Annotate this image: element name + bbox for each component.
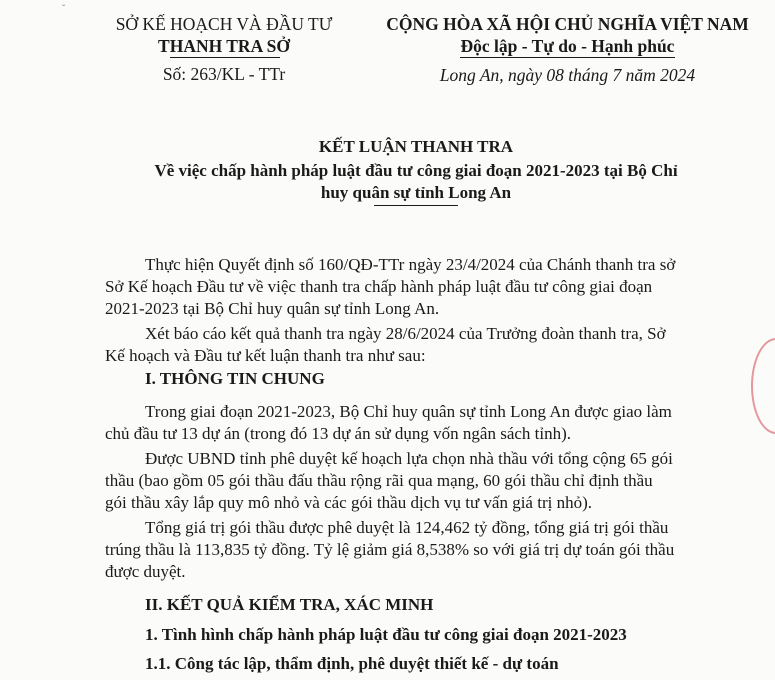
paragraph-line: Thực hiện Quyết định số 160/QĐ-TTr ngày 23/4/2024 của Chánh thanh tra sở (145, 255, 676, 274)
subsection-heading-design-estimate: 1.1. Công tác lập, thẩm định, phê duyệt thiết kế - dự toán (145, 654, 559, 673)
national-motto: Độc lập - Tự do - Hạnh phúc (460, 36, 675, 56)
motto-underline (460, 57, 675, 58)
section-heading-general-info: I. THÔNG TIN CHUNG (145, 369, 325, 388)
scan-mark: ˇ (62, 4, 66, 15)
subsection-heading-compliance: 1. Tình hình chấp hành pháp luật đầu tư công giai đoạn 2021-2023 (145, 625, 627, 644)
red-seal-edge (751, 338, 775, 434)
paragraph-line: được duyệt. (105, 562, 186, 581)
title-underline (374, 205, 458, 206)
paragraph-report (105, 323, 727, 367)
agency-underline (170, 57, 280, 58)
paragraph-line: Xét báo cáo kết quả thanh tra ngày 28/6/2024 của Trưởng đoàn thanh tra, Sở (145, 324, 666, 343)
paragraph-line: Tổng giá trị gói thầu được phê duyệt là 124,462 tỷ đồng, tổng giá trị gói thầu (145, 518, 669, 537)
paragraph-decision (105, 254, 727, 320)
document-subtitle-line-1: Về việc chấp hành pháp luật đầu tư công giai đoạn 2021-2023 tại Bộ Chỉ (154, 161, 678, 180)
paragraph-projects (105, 401, 727, 445)
paragraph-bidding-plan (105, 448, 727, 514)
paragraph-line: 2021-2023 tại Bộ Chỉ huy quân sự tỉnh Long An. (105, 299, 440, 318)
paragraph-line: gói thầu xây lắp quy mô nhỏ và các gói thầu dịch vụ tư vấn giá trị nhỏ). (105, 493, 592, 512)
paragraph-bid-values (105, 517, 727, 583)
document-subtitle-line-2: huy quân sự tỉnh Long An (320, 183, 512, 202)
paragraph-line: trúng thầu là 113,835 tỷ đồng. Tỷ lệ giảm giá 8,538% so với giá trị dự toán gói thầu (105, 540, 675, 559)
paragraph-line: thầu (bao gồm 05 gói thầu đấu thầu rộng rãi qua mạng, 60 gói thầu chỉ định thầu (105, 471, 653, 490)
place-date: Long An, ngày 08 tháng 7 năm 2024 (439, 65, 696, 85)
paragraph-line: Sở Kế hoạch Đầu tư về việc thanh tra chấp hành pháp luật đầu tư công giai đoạn (105, 277, 653, 296)
agency-parent: SỞ KẾ HOẠCH VÀ ĐẦU TƯ (115, 14, 333, 34)
paragraph-line: Kế hoạch và Đầu tư kết luận thanh tra như sau: (105, 346, 426, 365)
section-heading-inspection-results: II. KẾT QUẢ KIỂM TRA, XÁC MINH (145, 595, 434, 614)
national-title: CỘNG HÒA XÃ HỘI CHỦ NGHĨA VIỆT NAM (386, 14, 749, 34)
paragraph-line: chủ đầu tư 13 dự án (trong đó 13 dự án sử dụng vốn ngân sách tỉnh). (105, 424, 572, 443)
paragraph-line: Được UBND tỉnh phê duyệt kế hoạch lựa chọn nhà thầu với tổng cộng 65 gói (145, 449, 673, 468)
agency-name: THANH TRA SỞ (158, 36, 290, 56)
document-title: KẾT LUẬN THANH TRA (318, 137, 514, 156)
doc-number: Số: 263/KL - TTr (162, 64, 286, 84)
paragraph-line: Trong giai đoạn 2021-2023, Bộ Chỉ huy quân sự tỉnh Long An được giao làm (145, 402, 672, 421)
